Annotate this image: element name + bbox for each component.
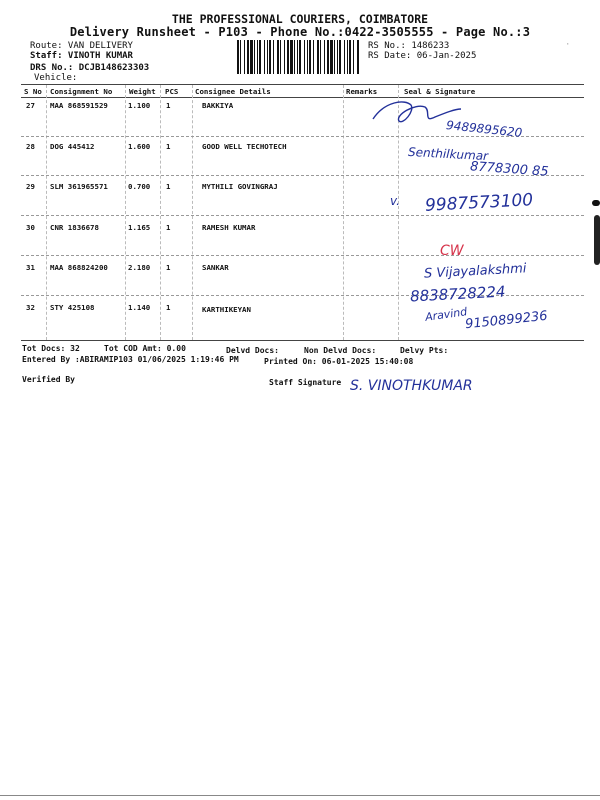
row-pcs: 1: [166, 101, 171, 110]
non-delivered-docs: Non Delvd Docs:: [304, 346, 377, 355]
printed-on: Printed On: 06-01-2025 15:40:08: [264, 357, 414, 366]
handwritten-phone: 8778300 85: [469, 159, 550, 180]
col-consignment: Consignment No: [50, 87, 113, 96]
row-consignee: BAKKIYA: [202, 101, 234, 110]
vehicle-label: Vehicle:: [34, 73, 78, 83]
row-sno: 32: [26, 303, 35, 312]
barcode-icon: [237, 40, 361, 74]
corner-mark: ·: [565, 40, 571, 50]
punch-hole-mark: [594, 215, 600, 265]
col-divider: [192, 85, 193, 340]
row-sno: 27: [26, 101, 35, 110]
row-consignee: KARTHIKEYAN: [202, 305, 251, 314]
route-label: Route: VAN DELIVERY: [30, 41, 133, 51]
verified-by-label: Verified By: [22, 375, 75, 384]
handwritten-name: Senthilkumar: [407, 144, 489, 164]
row-pcs: 1: [166, 263, 171, 272]
row-weight: 1.100: [128, 101, 151, 110]
col-remarks: Remarks: [346, 87, 378, 96]
handwritten-mark: CW: [440, 243, 464, 259]
row-divider: [21, 255, 584, 256]
col-seal-signature: Seal & Signature: [404, 87, 476, 96]
col-sno: S No: [24, 87, 42, 96]
handwritten-phone: 9489895620: [445, 118, 523, 140]
row-consignment-no: DOG 445412: [50, 142, 95, 151]
entered-by: Entered By :ABIRAMIP103 01/06/2025 1:19:46 PM: [22, 355, 239, 364]
row-sno: 31: [26, 263, 35, 272]
table-header-rule: [21, 97, 584, 98]
runsheet-title: Delivery Runsheet - P103 - Phone No.:0422-3505555 - Page No.:3: [69, 25, 531, 39]
col-consignee: Consignee Details: [195, 87, 271, 96]
row-sno: 28: [26, 142, 35, 151]
col-divider: [343, 85, 344, 340]
company-title: THE PROFESSIONAL COURIERS, COIMBATORE: [171, 12, 429, 26]
handwritten-phone: 9987573100: [424, 190, 534, 216]
page-edge: [0, 795, 600, 796]
row-weight: 1.165: [128, 223, 151, 232]
total-cod-amount: Tot COD Amt: 0.00: [104, 344, 186, 353]
staff-signature: S. VINOTHKUMAR: [350, 378, 473, 394]
handwritten-phone: 9150899236: [464, 308, 549, 333]
row-pcs: 1: [166, 223, 171, 232]
row-pcs: 1: [166, 182, 171, 191]
row-sno: 30: [26, 223, 35, 232]
handwritten-phone: 8838728224: [409, 282, 506, 306]
staff-label: Staff: VINOTH KUMAR: [30, 51, 133, 61]
punch-hole-mark: [592, 200, 600, 206]
delivery-points: Delvy Pts:: [400, 346, 449, 355]
table-bottom-rule: [21, 340, 584, 341]
col-pcs: PCS: [165, 87, 179, 96]
table-top-rule: [21, 84, 584, 85]
delivered-docs: Delvd Docs:: [226, 346, 279, 355]
handwritten-name: S Vijayalakshmi: [423, 261, 527, 282]
row-consignment-no: MAA 868591529: [50, 101, 108, 110]
rs-number: RS No.: 1486233: [368, 41, 450, 51]
row-weight: 1.140: [128, 303, 151, 312]
row-pcs: 1: [166, 303, 171, 312]
row-weight: 1.600: [128, 142, 151, 151]
handwritten-initial: v.: [390, 194, 400, 208]
total-docs: Tot Docs: 32: [22, 344, 80, 353]
row-consignment-no: MAA 868824200: [50, 263, 108, 272]
col-divider: [125, 85, 126, 340]
row-consignment-no: SLM 361965571: [50, 182, 108, 191]
col-weight: Weight: [129, 87, 156, 96]
rs-date: RS Date: 06-Jan-2025: [368, 51, 477, 61]
row-sno: 29: [26, 182, 35, 191]
col-divider: [160, 85, 161, 340]
row-pcs: 1: [166, 142, 171, 151]
col-divider: [46, 85, 47, 340]
row-consignee: GOOD WELL TECHOTECH: [202, 142, 287, 151]
row-divider: [21, 215, 584, 216]
row-consignee: MYTHILI GOVINGRAJ: [202, 182, 278, 191]
staff-signature-label: Staff Signature: [269, 378, 342, 387]
row-consignment-no: STY 425108: [50, 303, 95, 312]
drs-number: DRS No.: DCJB148623303: [30, 63, 150, 73]
row-consignee: RAMESH KUMAR: [202, 223, 256, 232]
handwritten-name: Aravind: [424, 305, 469, 324]
row-weight: 2.180: [128, 263, 151, 272]
row-consignee: SANKAR: [202, 263, 229, 272]
row-weight: 0.700: [128, 182, 151, 191]
row-consignment-no: CNR 1836678: [50, 223, 99, 232]
